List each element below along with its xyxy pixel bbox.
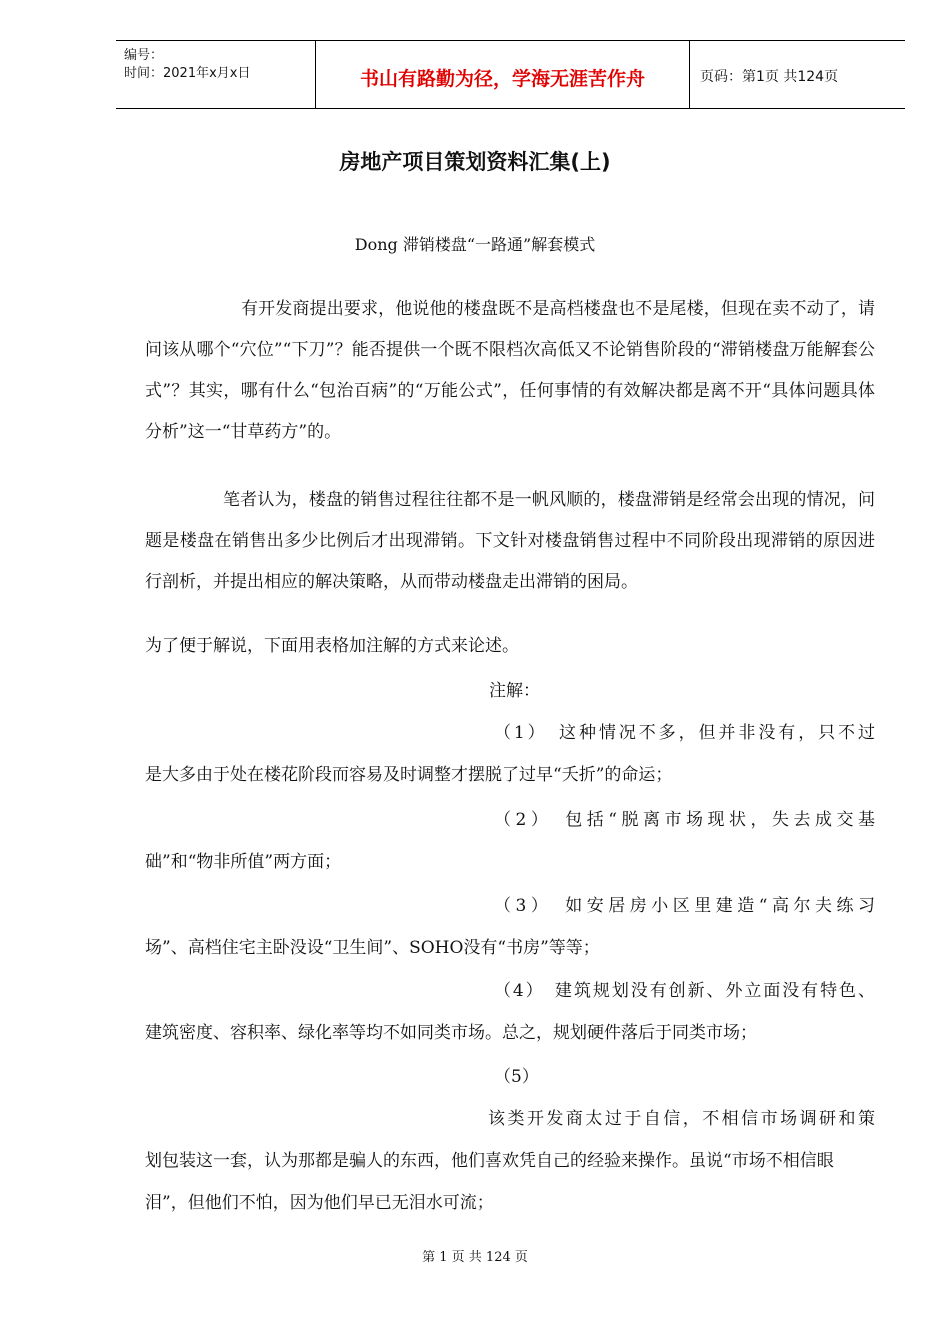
note-continuation: 础”和“物非所值”两方面；	[145, 852, 342, 872]
paragraph-intro: 有开发商提出要求，他说他的楼盘既不是高档楼盘也不是尾楼，但现在卖不动了，请问该从哪个“穴位”“下刀”？能否提供一个既不限档次高低又不论销售阶段的“滞销楼盘万能解套公式”？其实，哪有什么“包治百病”的“万能公式”，任何事情的有效解决都是离不开“具体问题具体分析”这一“甘草药方”的。	[145, 299, 875, 442]
note-item	[145, 970, 875, 1054]
note-item	[145, 799, 875, 883]
note-number: （5）	[494, 1067, 539, 1087]
document-title: 房地产项目策划资料汇集(上)	[339, 150, 611, 174]
note-item	[145, 712, 875, 796]
header-table	[116, 40, 905, 109]
note-first-line: （1） 这种情况不多，但并非没有，只不过	[494, 723, 875, 743]
note-first-line: （2） 包括“脱离市场现状，失去成交基	[494, 810, 875, 830]
note-item	[145, 885, 875, 969]
note-continuation: 场”、高档住宅主卧没设“卫生间”、SOHO没有“书房”等等；	[145, 938, 600, 958]
motto: 书山有路勤为径，学海无涯苦作舟	[359, 68, 645, 90]
header-meta-cell	[116, 41, 316, 108]
note-continuation: 划包装这一套，认为那都是骗人的东西，他们喜欢凭自己的经验来操作。虽说“市场不相信眼泪”，但他们不怕，因为他们早已无泪水可流；	[145, 1151, 834, 1213]
note-first-line: 该类开发商太过于自信，不相信市场调研和策	[488, 1109, 875, 1129]
note-item	[145, 1056, 875, 1224]
paragraph-method: 为了便于解说，下面用表格加注解的方式来论述。	[145, 636, 519, 656]
document-subtitle: Dong 滞销楼盘“一路通”解套模式	[354, 235, 596, 254]
page-footer: 第 1 页 共 124 页	[422, 1250, 528, 1265]
page-info: 页码：第1页 共124页	[700, 69, 839, 85]
note-continuation: 建筑密度、容积率、绿化率等均不如同类市场。总之，规划硬件落后于同类市场；	[145, 1023, 757, 1043]
note-first-line: （3） 如安居房小区里建造“高尔夫练习	[494, 896, 875, 916]
serial-label: 编号：	[124, 48, 164, 63]
time-label: 时间：2021年x月x日	[124, 66, 251, 81]
note-first-line: （4） 建筑规划没有创新、外立面没有特色、	[494, 981, 875, 1001]
notes-heading: 注解：	[489, 681, 540, 701]
header-motto-cell	[316, 41, 690, 108]
paragraph-author-view: 笔者认为，楼盘的销售过程往往都不是一帆风顺的，楼盘滞销是经常会出现的情况，问题是楼盘在销售出多少比例后才出现滞销。下文针对楼盘销售过程中不同阶段出现滞销的原因进行剖析，并提出相应的解决策略，从而带动楼盘走出滞销的困局。	[145, 490, 875, 592]
header-page-cell	[690, 41, 905, 108]
note-continuation: 是大多由于处在楼花阶段而容易及时调整才摆脱了过早“夭折”的命运；	[145, 765, 673, 785]
